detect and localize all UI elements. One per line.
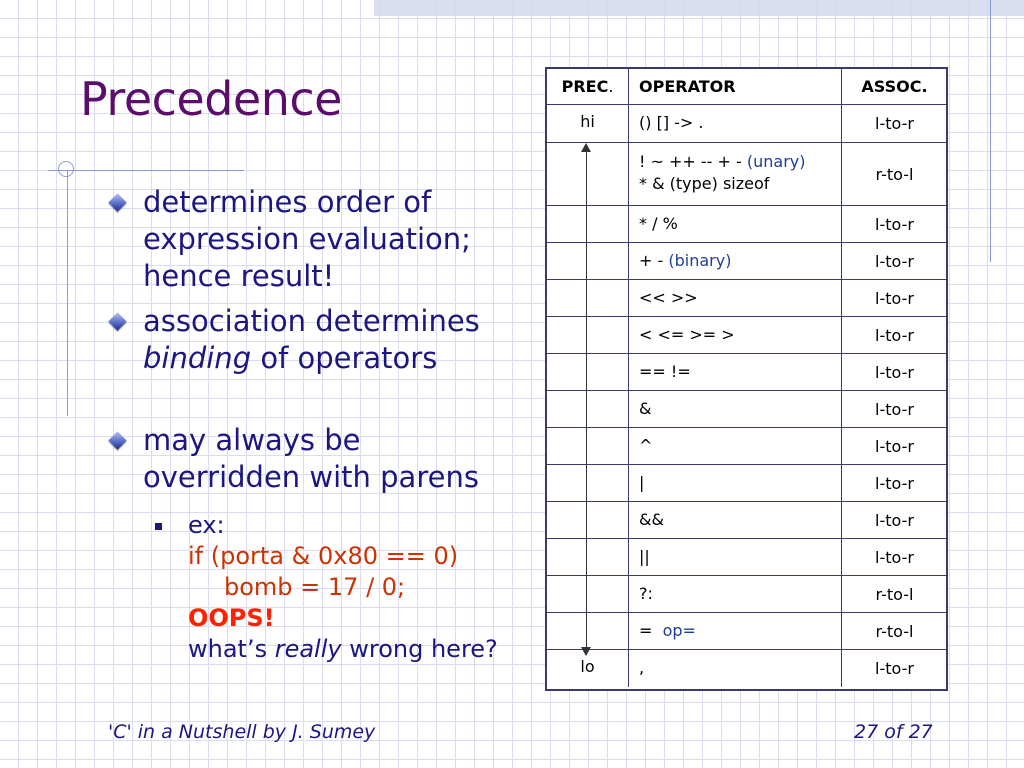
table-row [547,576,946,613]
operator-text: + - [639,251,669,270]
operator-line [639,325,841,344]
table-row [547,613,946,650]
binding-italic: binding [143,341,252,375]
slide-title: Precedence [80,72,342,126]
assoc-cell: l-to-r [875,288,914,308]
operator-cell [629,243,842,279]
example-label: ex: [188,511,225,539]
bullet-line [143,340,437,377]
prec-hi-label: hi [580,112,595,131]
header-prec-text: PREC [561,77,609,96]
prec-cell [547,465,629,501]
page-number: 27 of 27 [854,721,933,743]
operator-line [639,621,841,640]
operator-text: || [639,547,650,566]
table-row [547,317,946,354]
assoc-cell: l-to-r [875,399,914,419]
prec-cell [547,317,629,353]
operator-line [639,510,841,529]
operator-line [639,151,841,173]
assoc-cell: r-to-l [875,621,914,641]
operator-cell [629,465,842,501]
arrow-down-icon [581,647,591,656]
question-post: wrong here? [341,635,498,663]
operator-cell [629,576,842,612]
operator-line [639,399,841,418]
bullet-line: hence result! [143,259,335,293]
operator-text: ^ [639,436,653,455]
assoc-cell: r-to-l [875,584,914,604]
table-row [547,502,946,539]
diamond-bullet-icon [108,312,126,330]
assoc-cell: l-to-r [875,436,914,456]
operator-cell [629,613,842,649]
table-row [547,206,946,243]
table-row [547,465,946,502]
prec-cell [547,613,629,649]
operator-cell [629,317,842,353]
bullet-line: association determines [143,304,480,338]
assoc-cell: l-to-r [875,214,914,234]
example-question [188,634,498,665]
table-header-row [547,69,946,105]
operator-text: * / % [639,214,678,233]
arrow-up-icon [581,143,591,152]
operator-text: < <= >= > [639,325,735,344]
assoc-cell: r-to-l [875,164,914,184]
operator-text: << >> [639,288,698,307]
header-assoc: ASSOC. [861,77,928,96]
operator-line [639,362,841,381]
operator-cell [629,539,842,575]
operator-text: = [639,621,663,640]
diamond-bullet-icon [108,193,126,211]
square-bullet-icon [155,523,162,530]
operator-note: op= [662,621,696,640]
oops-label: OOPS! [188,604,275,632]
operator-text: ! ~ ++ -- + - [639,152,747,171]
prec-lo-label: lo [580,657,595,676]
table-row [547,280,946,317]
right-decor-line [990,0,991,262]
operator-text: () [] -> . [639,113,704,132]
prec-cell [547,105,629,142]
precedence-arrow-shaft [586,149,587,649]
table-row [547,428,946,465]
question-italic: really [274,635,342,663]
operator-cell [629,428,842,464]
operator-text: , [639,658,645,677]
table-row [547,105,946,143]
footer-credit: 'C' in a Nutshell by J. Sumey [108,721,376,743]
operator-text: & [639,399,652,418]
table-row [547,539,946,576]
example-code-line: if (porta & 0x80 == 0) [188,542,459,570]
header-prec [547,69,629,104]
operator-line [639,214,841,233]
operator-text: && [639,510,664,529]
assoc-cell: l-to-r [875,251,914,271]
operator-line [639,584,841,603]
diamond-bullet-icon [108,431,126,449]
operator-cell [629,280,842,316]
prec-cell [547,280,629,316]
assoc-cell: l-to-r [875,325,914,345]
operator-cell [629,354,842,390]
operator-line [639,251,841,270]
top-decor-band [374,0,1024,16]
table-row [547,391,946,428]
binding-rest: of operators [251,341,438,375]
precedence-table [545,67,948,691]
assoc-cell: l-to-r [875,473,914,493]
table-row [547,243,946,280]
operator-cell [629,143,842,205]
operator-text: == != [639,362,691,381]
prec-cell [547,143,629,205]
assoc-cell: l-to-r [875,114,914,133]
assoc-cell: l-to-r [875,659,914,678]
example-block [188,510,498,665]
prec-cell [547,243,629,279]
assoc-cell: l-to-r [875,510,914,530]
operator-cell [629,105,842,142]
prec-cell [547,576,629,612]
prec-cell [547,539,629,575]
bullet-line: may always be [143,423,361,457]
left-decor-vline [67,170,68,416]
operator-cell [629,650,842,687]
table-row [547,650,946,687]
operator-cell [629,391,842,427]
operator-line: * & (type) sizeof [639,174,770,193]
operator-note: (binary) [668,251,732,270]
operator-cell [629,502,842,538]
prec-cell [547,354,629,390]
header-operator: OPERATOR [629,69,842,104]
operator-line [639,113,841,132]
assoc-cell: l-to-r [875,547,914,567]
prec-cell [547,428,629,464]
prec-cell [547,206,629,242]
prec-cell [547,391,629,427]
operator-line [639,473,841,492]
bullet-line: determines order of [143,185,432,219]
operator-text: | [639,473,645,492]
operator-line [639,288,841,307]
decor-ring [58,161,74,177]
example-code-line: bomb = 17 / 0; [224,573,406,601]
table-row [547,354,946,391]
operator-text: ?: [639,584,653,603]
question-pre: what’s [188,635,275,663]
left-decor-hline [48,170,244,171]
operator-note: (unary) [746,152,806,171]
bullet-line: expression evaluation; [143,222,471,256]
operator-cell [629,206,842,242]
operator-line [639,436,841,455]
table-row [547,143,946,206]
operator-line [639,658,841,677]
operator-line [639,547,841,566]
assoc-cell: l-to-r [875,362,914,382]
bullet-line: overridden with parens [143,460,479,494]
prec-cell [547,502,629,538]
header-prec-dot: . [608,77,614,96]
